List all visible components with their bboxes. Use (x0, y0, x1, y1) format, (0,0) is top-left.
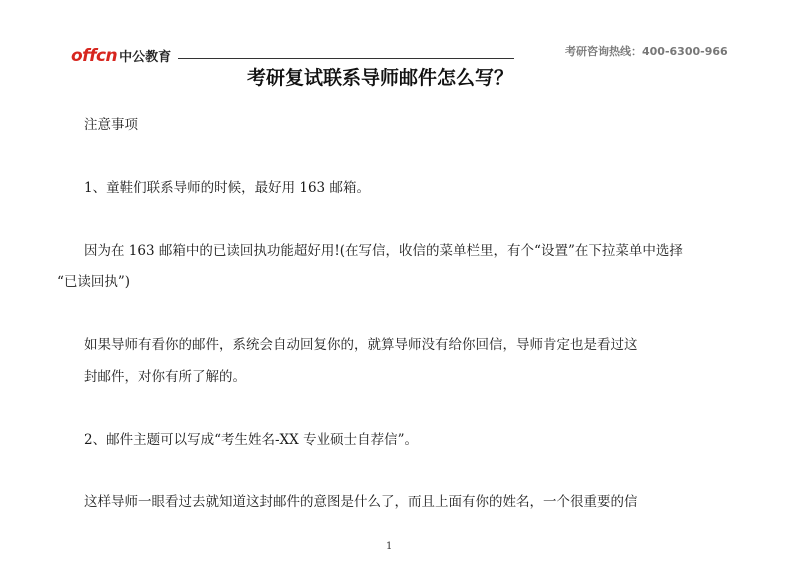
page-header (0, 0, 800, 70)
logo-brand-text: offcn (71, 46, 118, 66)
page-number: 1 (386, 541, 393, 552)
paragraph-point-1: 1、童鞋们联系导师的时候，最好用 163 邮箱。 (84, 180, 370, 196)
header-divider (178, 58, 514, 59)
paragraph-notes-heading: 注意事项 (84, 117, 138, 133)
paragraph-line: 这样导师一眼看过去就知道这封邮件的意图是什么了，而且上面有你的姓名，一个很重要的信 (84, 494, 638, 510)
paragraph-line: 封邮件，对你有所了解的。 (84, 369, 246, 385)
paragraph-line: 因为在 163 邮箱中的已读回执功能超好用!(在写信，收信的菜单栏里，有个“设置”在下拉菜单中选择 (84, 243, 683, 259)
logo-chinese-name: 中公教育 (119, 50, 172, 65)
paragraph-line: “已读回执”) (57, 274, 131, 290)
paragraph-line: 如果导师有看你的邮件，系统会自动回复你的，就算导师没有给你回信，导师肯定也是看过这 (84, 337, 638, 353)
document-title: 考研复试联系导师邮件怎么写？ (246, 67, 513, 89)
paragraph-point-2: 2、邮件主题可以写成“考生姓名-XX 专业硕士自荐信”。 (84, 432, 418, 448)
hotline-text: 考研咨询热线：400-6300-966 (565, 45, 728, 58)
